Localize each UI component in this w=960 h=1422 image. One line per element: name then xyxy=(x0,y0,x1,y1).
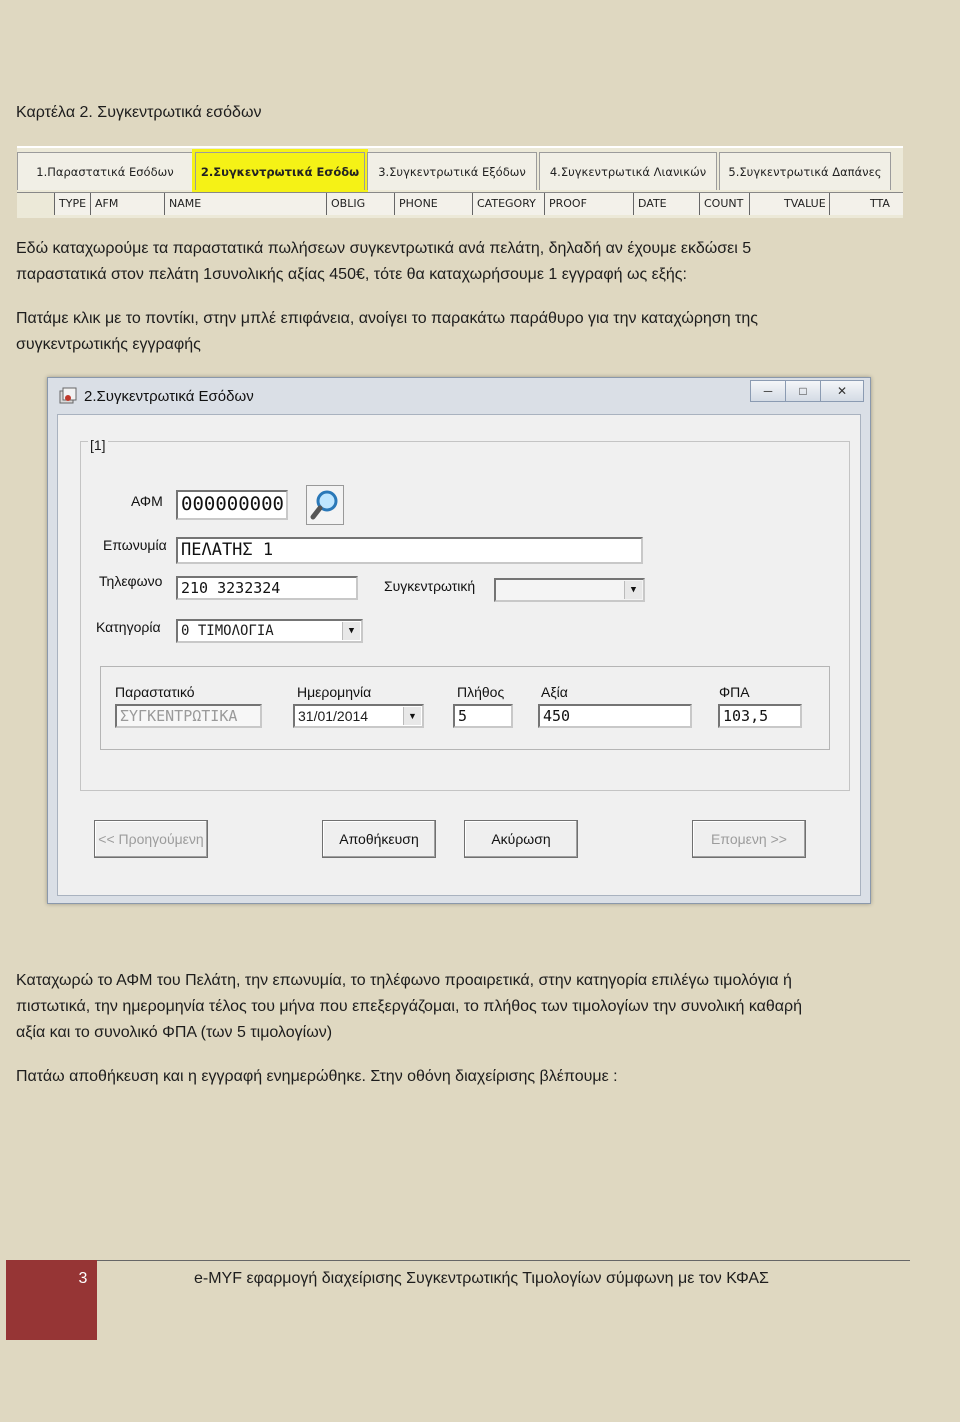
section-heading: Καρτέλα 2. Συγκεντρωτικά εσόδων xyxy=(16,104,262,121)
column-header[interactable]: CATEGORY xyxy=(473,193,545,215)
grid-header xyxy=(17,192,903,217)
category-select[interactable] xyxy=(176,619,363,643)
column-header[interactable]: PROOF xyxy=(545,193,634,215)
name-field[interactable]: ΠΕΛΑΤΗΣ 1 xyxy=(176,537,643,564)
column-header[interactable]: OBLIG xyxy=(327,193,395,215)
previous-button[interactable]: << Προηγούμενη xyxy=(94,820,208,858)
save-button[interactable]: Αποθήκευση xyxy=(322,820,436,858)
magnifier-icon xyxy=(307,486,343,524)
paragraph-line: Πατάω αποθήκευση και η εγγραφή ενημερώθηκε. Στην οθόνη διαχείρισης βλέπουμε : xyxy=(16,1068,618,1085)
tab-synkentrotika-exodon[interactable]: 3.Συγκεντρωτικά Εξόδων xyxy=(367,152,537,190)
paragraph-line: παραστατικά στον πελάτη 1συνολικής αξίας 450€, τότε θα καταχωρήσουμε 1 εγγραφή ως εξής: xyxy=(16,266,687,283)
column-header[interactable]: DATE xyxy=(634,193,700,215)
phone-label: Τηλεφωνο xyxy=(99,573,163,589)
chevron-down-icon[interactable]: ▼ xyxy=(342,622,360,640)
footer-text: e-MYF εφαρμογή διαχείρισης Συγκεντρωτικής Τιμολογίων σύμφωνη με τον ΚΦΑΣ xyxy=(194,1270,769,1287)
chevron-down-icon[interactable]: ▼ xyxy=(624,581,642,599)
name-label: Επωνυμία xyxy=(103,537,167,553)
tab-synkentrotika-dapanes[interactable]: 5.Συγκεντρωτικά Δαπάνες xyxy=(719,152,891,190)
footer-rule xyxy=(97,1260,910,1261)
column-header[interactable]: COUNT xyxy=(700,193,750,215)
dialog-title: 2.Συγκεντρωτικά Εσόδων xyxy=(84,388,254,405)
window-controls xyxy=(751,380,864,402)
category-value: 0 ΤΙΜΟΛΟΓΙΑ xyxy=(181,623,274,639)
column-header[interactable]: PHONE xyxy=(395,193,473,215)
column-header[interactable]: TTA xyxy=(830,193,903,215)
paragraph-line: συγκεντρωτικής εγγραφής xyxy=(16,336,201,353)
minimize-icon[interactable]: ─ xyxy=(750,380,786,402)
category-label: Κατηγορία xyxy=(96,619,161,635)
afm-label: ΑΦΜ xyxy=(131,493,163,509)
phone-field[interactable]: 210 3232324 xyxy=(176,576,358,600)
paragraph-line: αξία και το συνολικό ΦΠΑ (των 5 τιμολογίων) xyxy=(16,1024,333,1041)
afm-search-button[interactable] xyxy=(306,485,344,525)
aggregate-label: Συγκεντρωτική xyxy=(384,578,476,594)
date-picker[interactable] xyxy=(293,704,424,728)
doc-field: ΣΥΓΚΕΝΤΡΩΤΙΚΑ xyxy=(115,704,262,728)
dialog-titlebar[interactable] xyxy=(48,378,870,414)
column-header[interactable]: AFM xyxy=(91,193,165,215)
date-label: Ημερομηνία xyxy=(297,684,372,700)
column-header[interactable]: NAME xyxy=(165,193,327,215)
cancel-button[interactable]: Ακύρωση xyxy=(464,820,578,858)
close-icon[interactable]: ✕ xyxy=(820,380,864,402)
paragraph-line: πιστωτικά, την ημερομηνία τέλος του μήνα που επεξεργάζομαι, το πλήθος των τιμολογίων την συνολική καθαρή xyxy=(16,998,803,1015)
tab-parastatika-esodon[interactable]: 1.Παραστατικά Εσόδων xyxy=(17,152,193,190)
tab-synkentrotika-esodon[interactable]: 2.Συγκεντρωτικά Εσόδω xyxy=(195,152,365,190)
paragraph-line: Εδώ καταχωρούμε τα παραστατικά πωλήσεων συγκεντρωτικά ανά πελάτη, δηλαδή αν έχουμε εκδώσει 5 xyxy=(16,240,752,257)
group-label: [1] xyxy=(90,437,106,453)
chevron-down-icon[interactable]: ▼ xyxy=(403,707,421,725)
column-header[interactable]: TVALUE xyxy=(750,193,830,215)
paragraph-line: Καταχωρώ το ΑΦΜ του Πελάτη, την επωνυμία, το τηλέφωνο προαιρετικά, στην κατηγορία επιλέγω τιμολόγια ή xyxy=(16,972,792,989)
maximize-icon[interactable]: □ xyxy=(785,380,821,402)
page-number: 3 xyxy=(78,1270,88,1287)
next-button[interactable]: Επομενη >> xyxy=(692,820,806,858)
doc-label: Παραστατικό xyxy=(115,684,195,700)
tab-synkentrotika-lianikon[interactable]: 4.Συγκεντρωτικά Λιανικών xyxy=(539,152,717,190)
vat-field[interactable]: 103,5 xyxy=(718,704,802,728)
tab-bar xyxy=(17,152,903,192)
aggregate-select[interactable] xyxy=(494,578,645,602)
count-field[interactable]: 5 xyxy=(453,704,513,728)
value-field[interactable]: 450 xyxy=(538,704,692,728)
entry-dialog xyxy=(47,377,871,904)
date-value: 31/01/2014 xyxy=(298,708,369,724)
tab-strip-screenshot xyxy=(17,146,903,218)
paragraph-line: Πατάμε κλικ με το ποντίκι, στην μπλέ επιφάνεια, ανοίγει το παρακάτω παράθυρο για την καταχώρηση της xyxy=(16,310,758,327)
dialog-client-area xyxy=(57,414,861,896)
grid-corner xyxy=(17,193,55,215)
column-header[interactable]: TYPE xyxy=(55,193,91,215)
value-label: Αξία xyxy=(541,684,568,700)
afm-field[interactable]: 000000000 xyxy=(176,490,288,520)
vat-label: ΦΠΑ xyxy=(719,684,750,700)
count-label: Πλήθος xyxy=(457,684,505,700)
app-icon xyxy=(59,387,77,405)
